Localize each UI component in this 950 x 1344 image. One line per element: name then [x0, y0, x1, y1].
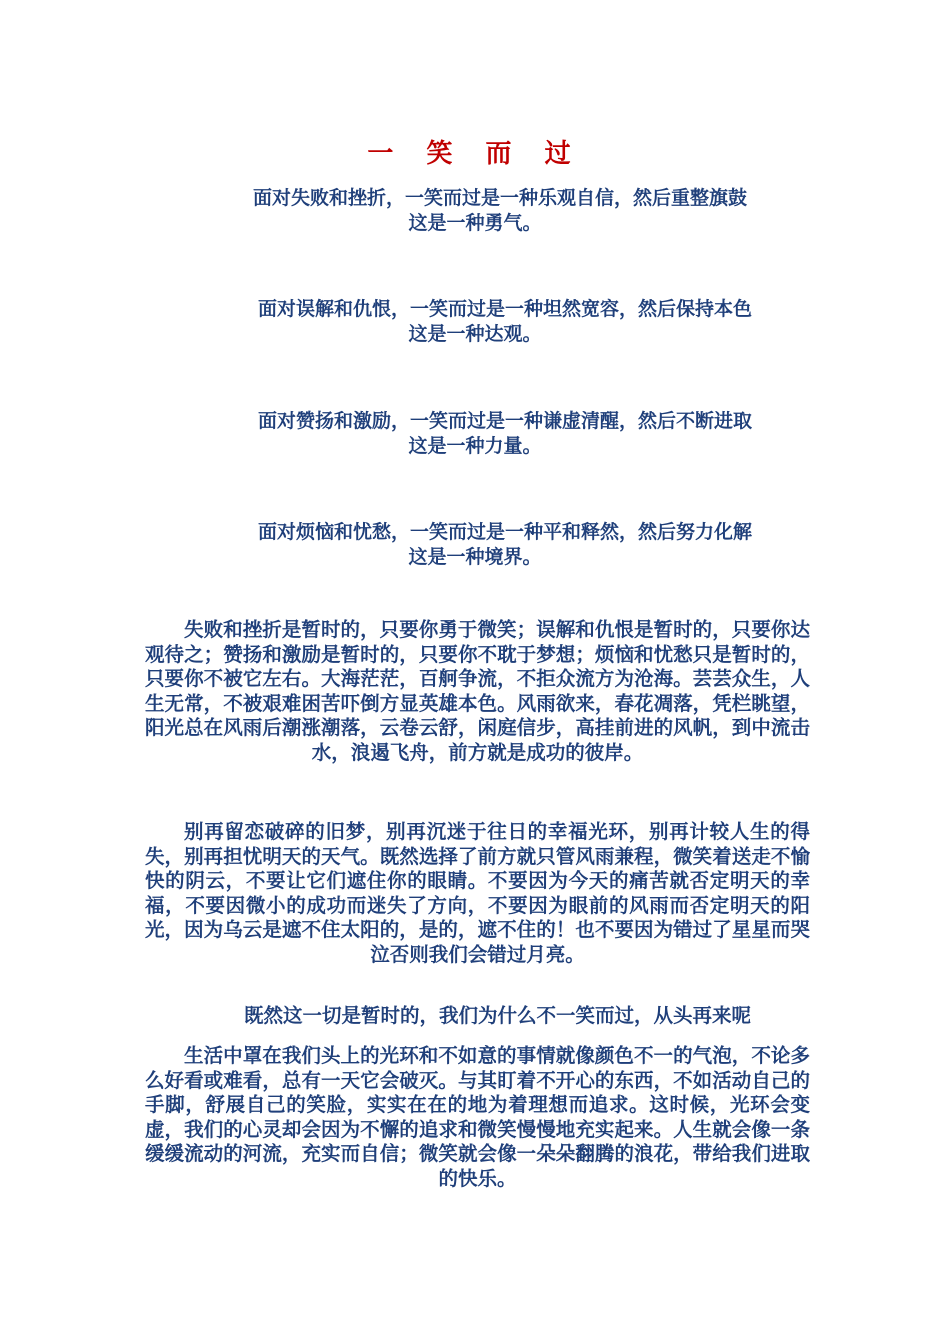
stanza-line: 面对失败和挫折，一笑而过是一种乐观自信，然后重整旗鼓: [252, 187, 747, 209]
page-title: 一 笑 而 过: [367, 139, 583, 169]
stanza-line: 面对烦恼和忧愁，一笑而过是一种平和释然，然后努力化解: [257, 521, 752, 543]
stanza-line: 这是一种境界。: [408, 546, 542, 568]
stanza-line: 面对赞扬和激励，一笑而过是一种谦虚清醒，然后不断进取: [257, 410, 752, 432]
stanza-1: [0, 186, 950, 236]
stanza-line: 面对误解和仇恨，一笑而过是一种坦然宽容，然后保持本色: [257, 298, 752, 320]
stanza-line: 这是一种力量。: [408, 435, 542, 457]
stanza-line: 这是一种达观。: [408, 323, 542, 345]
stanza-3: [0, 409, 950, 459]
paragraph-1: 失败和挫折是暂时的，只要你勇于微笑；误解和仇恨是暂时的，只要你达观待之；赞扬和激励是暂时的，只要你不耽于梦想；烦恼和忧愁只是暂时的，只要你不被它左右。大海茫茫，百舸争流，不拒众流方为沧海。芸芸众生，人生无常，不被艰难困苦吓倒方显英雄本色。风雨欲来，春花凋落，凭栏眺望，阳光总在风雨后潮涨潮落，云卷云舒，闲庭信步，高挂前进的风帆，到中流击水，浪遏飞舟，前方就是成功的彼岸。: [145, 618, 810, 764]
stanza-2: [0, 297, 950, 347]
paragraph-4: 生活中罩在我们头上的光环和不如意的事情就像颜色不一的气泡，不论多么好看或难看，总有一天它会破灭。与其盯着不开心的东西，不如活动自己的手脚，舒展自己的笑脸，实实在在的地为着理想而追求。这时候，光环会变虚，我们的心灵却会因为不懈的追求和微笑慢慢地充实起来。人生就会像一条缓缓流动的河流，充实而自信；微笑就会像一朵朵翻腾的浪花，带给我们进取的快乐。: [145, 1044, 810, 1190]
stanza-line: 这是一种勇气。: [408, 212, 542, 234]
stanza-4: [0, 520, 950, 570]
paragraph-2: 别再留恋破碎的旧梦，别再沉迷于往日的幸福光环，别再计较人生的得失，别再担忧明天的天气。既然选择了前方就只管风雨兼程，微笑着送走不愉快的阴云，不要让它们遮住你的眼睛。不要因为今天的痛苦就否定明天的幸福，不要因微小的成功而迷失了方向，不要因为眼前的风雨而否定明天的阳光，因为乌云是遮不住太阳的，是的，遮不住的！也不要因为错过了星星而哭泣否则我们会错过月亮。: [145, 820, 810, 966]
paragraph-3: 既然这一切是暂时的，我们为什么不一笑而过，从头再来呢: [243, 1004, 751, 1027]
